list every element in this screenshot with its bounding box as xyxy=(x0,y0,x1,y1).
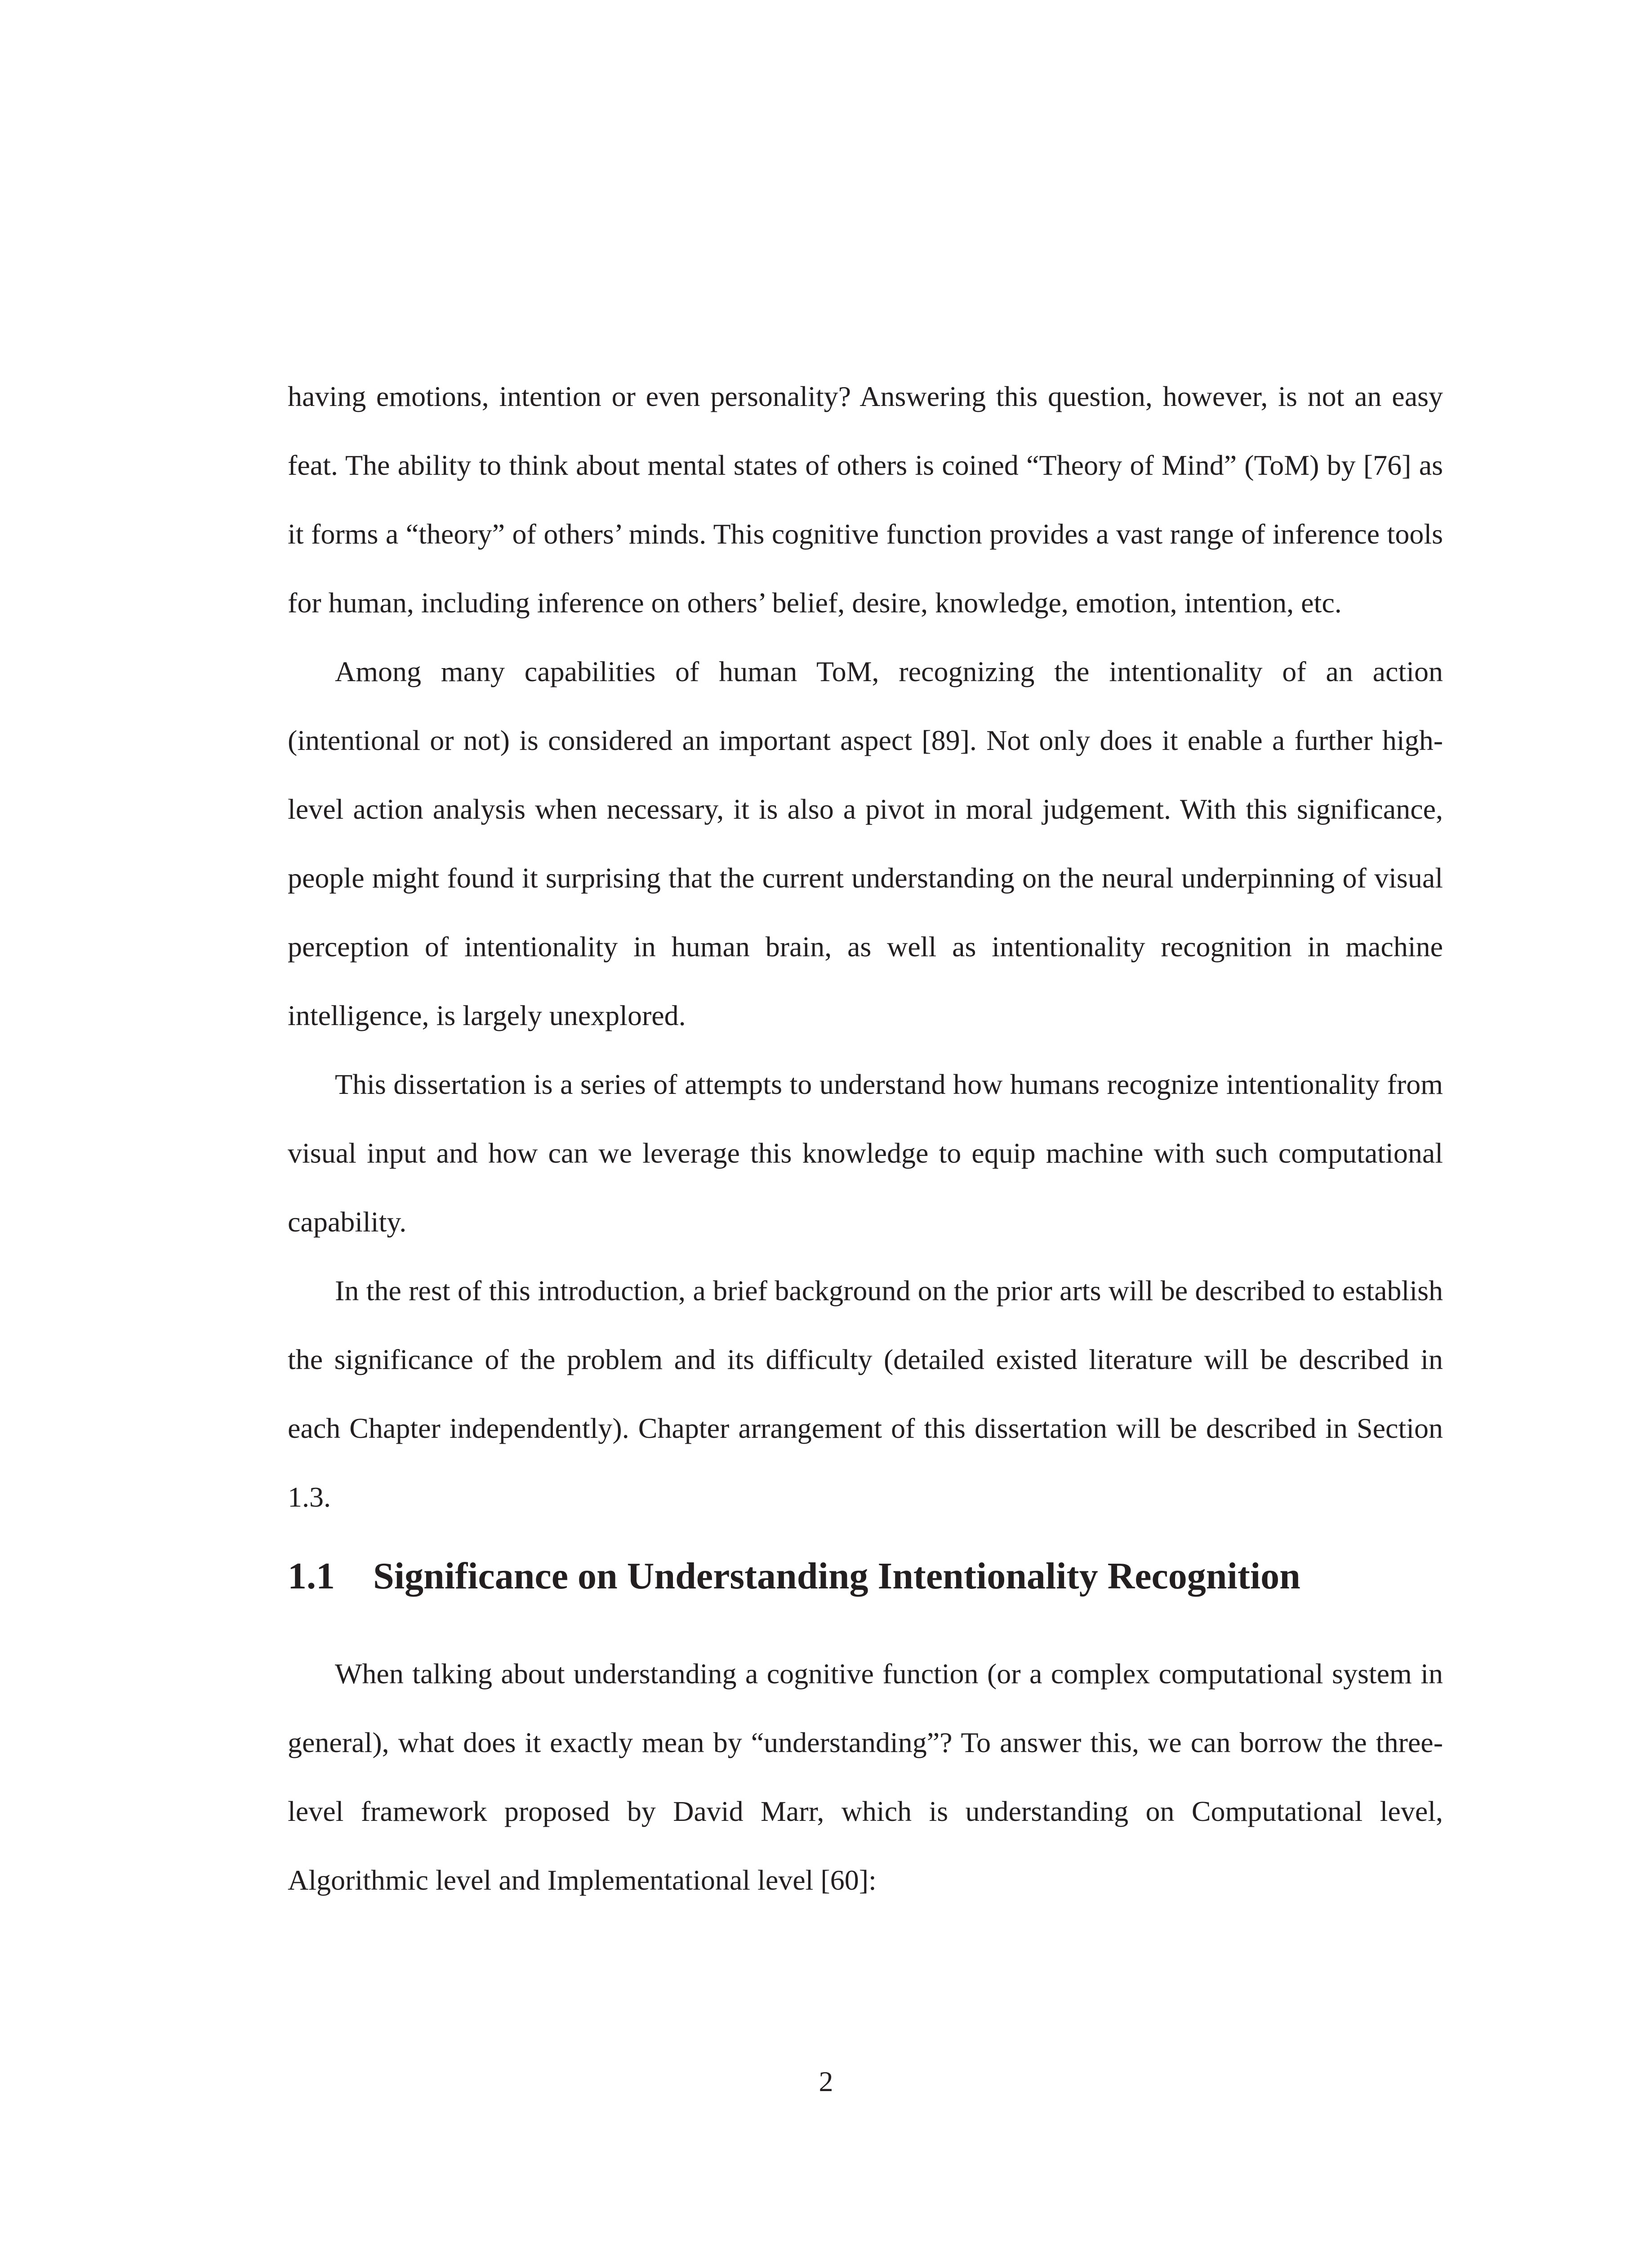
paragraph-continuation: having emotions, intention or even personality? Answering this question, however, is not an easy feat. The ability to think about mental states of others is coined “Theory of Mind” (ToM) by [76] as it forms a “theory” of others’ minds. This cognitive function provides a vast range of inference tools for human, including inference on others’ belief, desire, knowledge, emotion, intention, etc. xyxy=(288,380,1443,619)
section-heading xyxy=(288,1552,1443,1639)
paragraph-dissertation-aim: This dissertation is a series of attempts to understand how humans recognize intentionality from visual input and how can we leverage this knowledge to equip machine with such computational capability. xyxy=(288,1068,1443,1238)
paragraph-tom-intentionality: Among many capabilities of human ToM, recognizing the intentionality of an action (intentional or not) is considered an important aspect [89]. Not only does it enable a further high-level action analysis when necessary, it is also a pivot in moral judgement. With this significance, people might found it surprising that the current understanding on the neural underpinning of visual perception of intentionality in human brain, as well as intentionality recognition in machine intelligence, is largely unexplored. xyxy=(288,656,1443,1031)
paragraph-introduction-outline: In the rest of this introduction, a brief background on the prior arts will be described to establish the significance of the problem and its difficulty (detailed existed literature will be described in each Chapter independently). Chapter arrangement of this dissertation will be described in Section 1.3. xyxy=(288,1275,1443,1513)
section-title: Significance on Understanding Intentionality Recognition xyxy=(373,1555,1300,1597)
section-number: 1.1 xyxy=(288,1555,335,1597)
body-text xyxy=(288,362,1443,1914)
paragraph-marr-framework: When talking about understanding a cognitive function (or a complex computational system in general), what does it exactly mean by “understanding”? To answer this, we can borrow the three-level framework proposed by David Marr, which is understanding on Computational level, Algorithmic level and Implementational level [60]: xyxy=(288,1658,1443,1896)
page-number: 2 xyxy=(819,2065,833,2097)
